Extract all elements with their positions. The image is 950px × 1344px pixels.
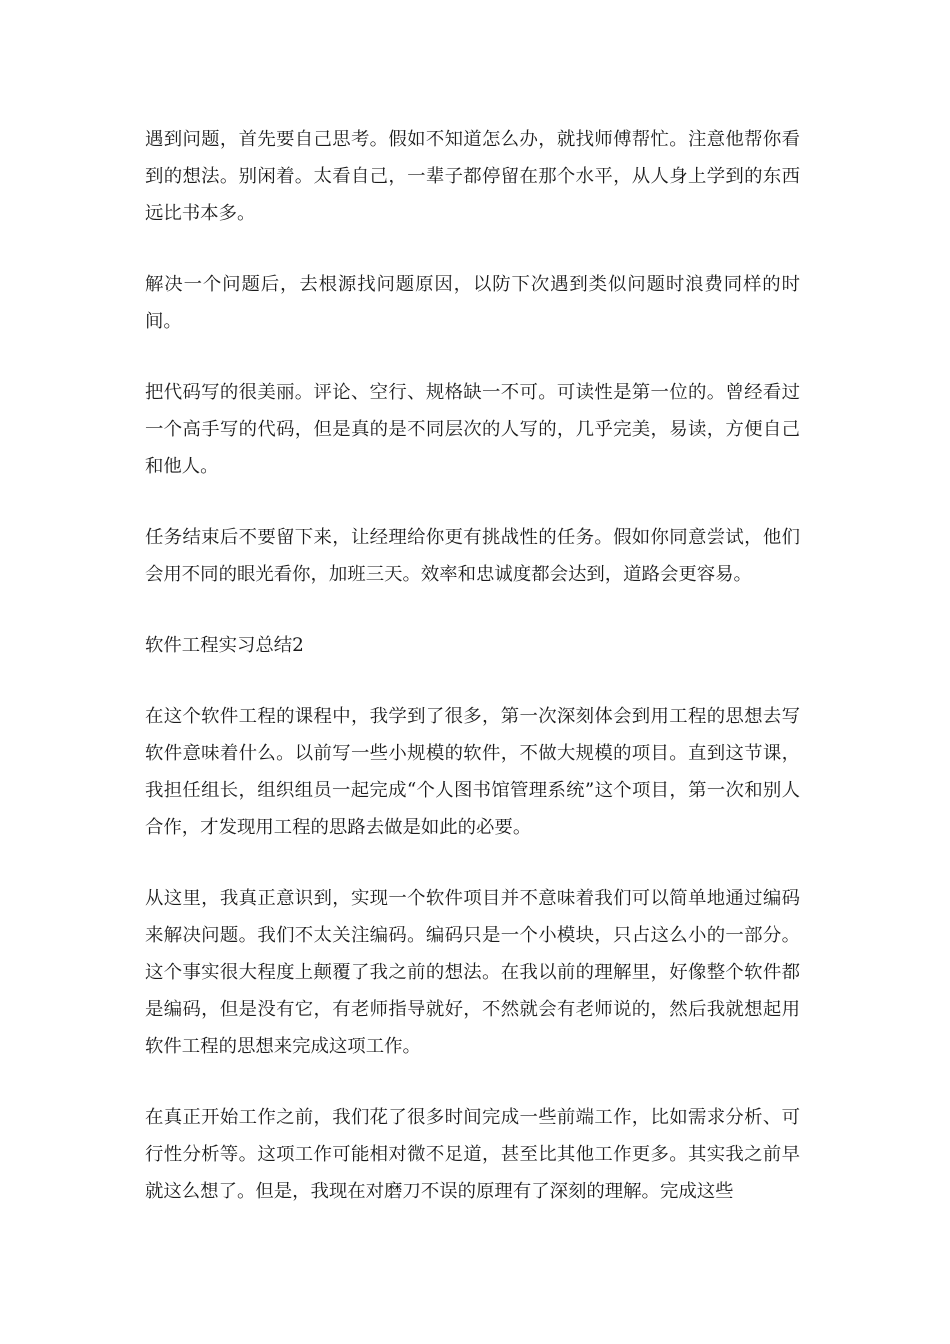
paragraph-root-cause: 解决一个问题后，去根源找问题原因，以防下次遇到类似问题时浪费同样的时间。 [145,274,800,332]
section-title: 软件工程实习总结2 [145,635,304,656]
paragraph-front-end-work: 在真正开始工作之前，我们花了很多时间完成一些前端工作，比如需求分析、可行性分析等。这项工作可能相对微不足道，甚至比其他工作更多。其实我之前早就这么想了。但是，我现在对磨刀不误的原理有了深刻的理解。完成这些 [145,1107,800,1202]
document-body [145,121,800,1244]
paragraph-course-learning: 在这个软件工程的课程中，我学到了很多，第一次深刻体会到用工程的思想去写软件意味着什么。以前写一些小规模的软件，不做大规模的项目。直到这节课，我担任组长，组织组员一起完成“个人图书馆管理系统”这个项目，第一次和别人合作，才发现用工程的思路去做是如此的必要。 [145,706,800,838]
paragraph-beautiful-code: 把代码写的很美丽。评论、空行、规格缺一不可。可读性是第一位的。曾经看过一个高手写的代码，但是真的是不同层次的人写的，几乎完美，易读，方便自己和他人。 [145,382,800,477]
paragraph-coding-role: 从这里，我真正意识到，实现一个软件项目并不意味着我们可以简单地通过编码来解决问题。我们不太关注编码。编码只是一个小模块，只占这么小的一部分。这个事实很大程度上颠覆了我之前的想法。在我以前的理解里，好像整个软件都是编码，但是没有它，有老师指导就好，不然就会有老师说的，然后我就想起用软件工程的思想来完成这项工作。 [145,888,800,1057]
paragraph-challenging-tasks: 任务结束后不要留下来，让经理给你更有挑战性的任务。假如你同意尝试，他们会用不同的眼光看你，加班三天。效率和忠诚度都会达到，道路会更容易。 [145,527,800,585]
paragraph-think-first: 遇到问题，首先要自己思考。假如不知道怎么办，就找师傅帮忙。注意他帮你看到的想法。别闲着。太看自己，一辈子都停留在那个水平，从人身上学到的东西远比书本多。 [145,129,800,224]
